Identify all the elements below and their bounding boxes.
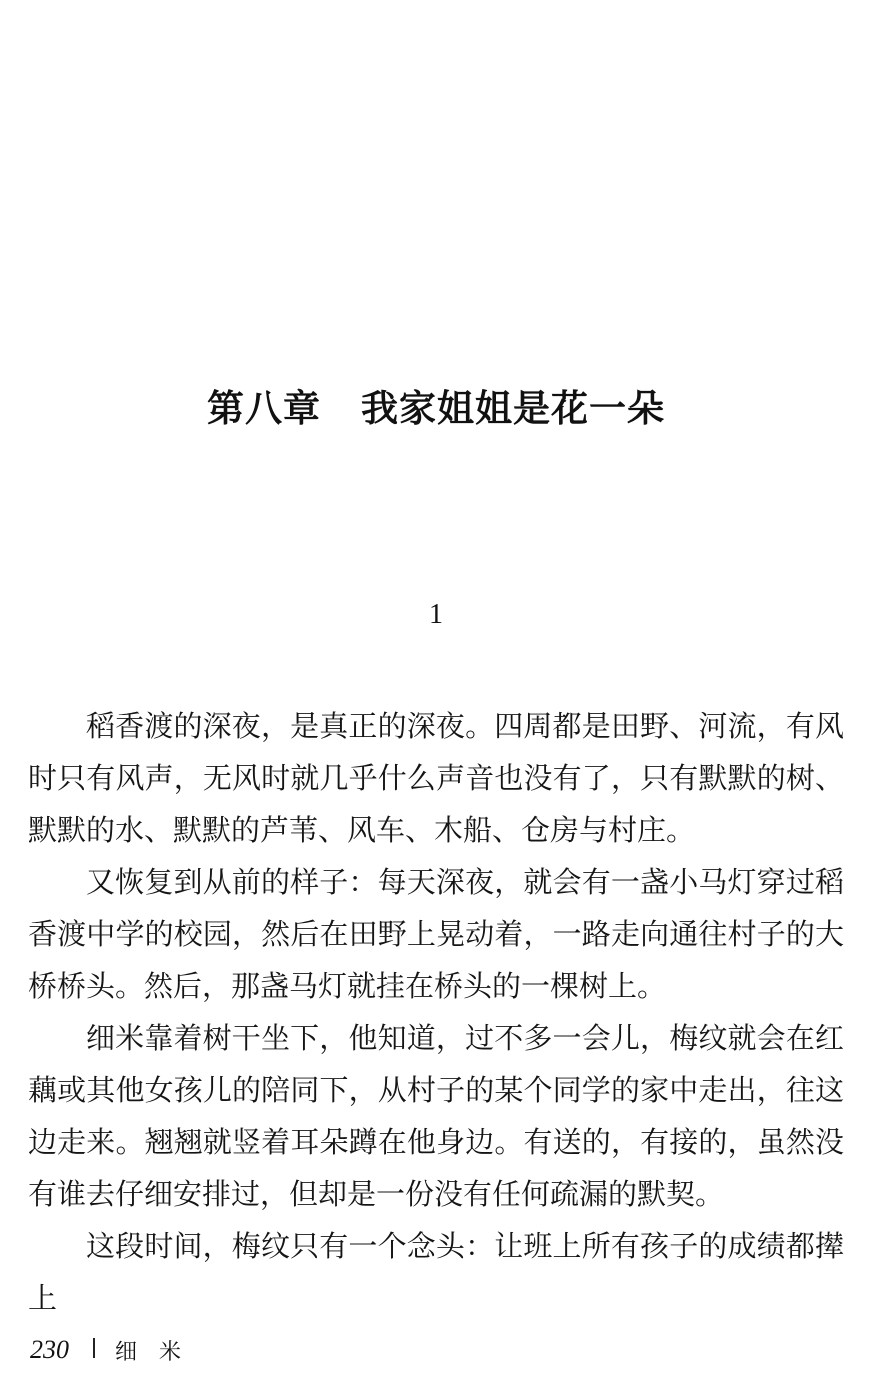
page-number: 230 <box>30 1335 69 1364</box>
footer-divider <box>93 1338 95 1358</box>
chapter-title-text: 我家姐姐是花一朵 <box>361 387 665 430</box>
chapter-title <box>0 384 872 434</box>
section-number: 1 <box>429 599 443 630</box>
paragraph: 又恢复到从前的样子：每天深夜，就会有一盏小马灯穿过稻香渡中学的校园，然后在田野上晃动着，一路走向通往村子的大桥桥头。然后，那盏马灯就挂在桥头的一棵树上。 <box>28 865 844 1003</box>
paragraph: 这段时间，梅纹只有一个念头：让班上所有孩子的成绩都撵上 <box>28 1229 844 1315</box>
chapter-number-label: 第八章 <box>207 387 321 430</box>
page-footer <box>30 1330 203 1370</box>
paragraph: 稻香渡的深夜，是真正的深夜。四周都是田野、河流，有风时只有风声，无风时就几乎什么声音也没有了，只有默默的树、默默的水、默默的芦苇、风车、木船、仓房与村庄。 <box>28 709 844 847</box>
paragraph: 细米靠着树干坐下，他知道，过不多一会儿，梅纹就会在红藕或其他女孩儿的陪同下，从村子的某个同学的家中走出，往这边走来。翘翘就竖着耳朵蹲在他身边。有送的，有接的，虽然没有谁去仔细安排过，但却是一份没有任何疏漏的默契。 <box>28 1021 844 1211</box>
body-text <box>28 700 844 1324</box>
running-title: 细米 <box>115 1339 204 1365</box>
